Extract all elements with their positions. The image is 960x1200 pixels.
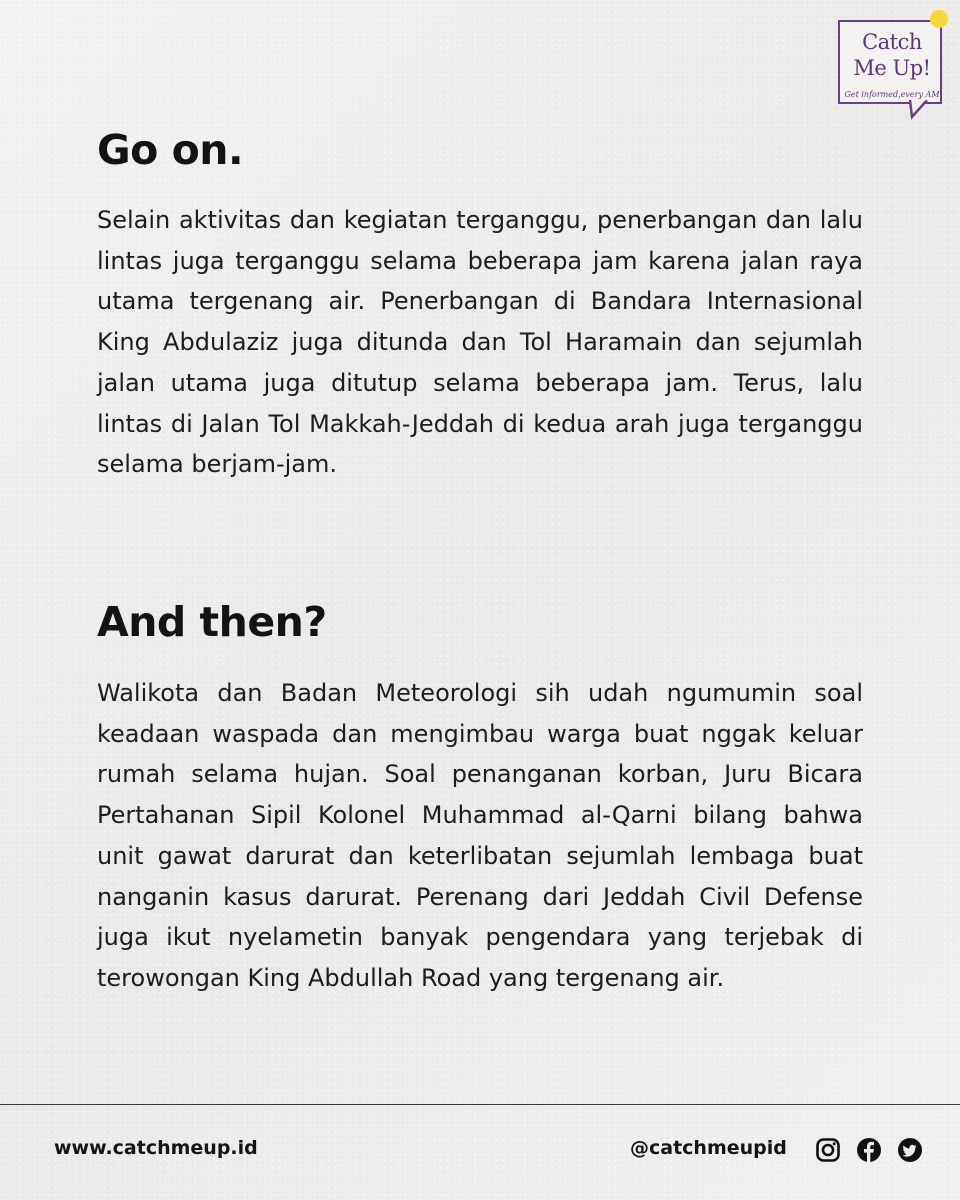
logo-yellow-dot [930,10,948,28]
section-body-go-on: Selain aktivitas dan kegiatan terganggu, penerbangan dan lalu lintas juga terganggu selama beberapa jam karena jalan raya utama tergenang air. Penerbangan di Bandara Internasional King Abdulaziz juga ditunda dan Tol Haramain dan sejumlah jalan utama juga ditutup selama beberapa jam. Terus, lalu lintas di Jalan Tol Makkah-Jeddah di kedua arah juga terganggu selama berjam-jam. [97,206,863,479]
instagram-icon[interactable] [815,1137,841,1163]
facebook-icon[interactable] [856,1137,882,1163]
twitter-icon[interactable] [897,1137,923,1163]
website-link[interactable]: www.catchmeup.id [54,1137,258,1159]
logo-speech-bubble [838,20,942,104]
footer-divider [0,1104,960,1105]
section-body-and-then: Walikota dan Badan Meteorologi sih udah ngumumin soal keadaan waspada dan mengimbau warga buat nggak keluar rumah selama hujan. Soal penanganan korban, Juru Bicara Pertahanan Sipil Kolonel Muhammad al-Qarni bilang bahwa unit gawat darurat dan keterlibatan sejumlah lembaga buat nanganin kasus darurat. Perenang dari Jeddah Civil Defense juga ikut nyelametin banyak pengendara yang terjebak di terowongan King Abdullah Road yang tergenang air. [97,679,863,992]
section-heading-go-on: Go on. [97,126,244,174]
logo-tagline: Get informed,every AM [844,90,940,99]
logo-title-line-2: Me Up! [853,56,931,80]
brand-logo [838,16,948,124]
logo-bubble-tail [908,100,930,120]
section-heading-and-then: And then? [97,598,327,646]
social-handle[interactable]: @catchmeupid [630,1137,787,1159]
logo-title-line-1: Catch [862,30,922,54]
